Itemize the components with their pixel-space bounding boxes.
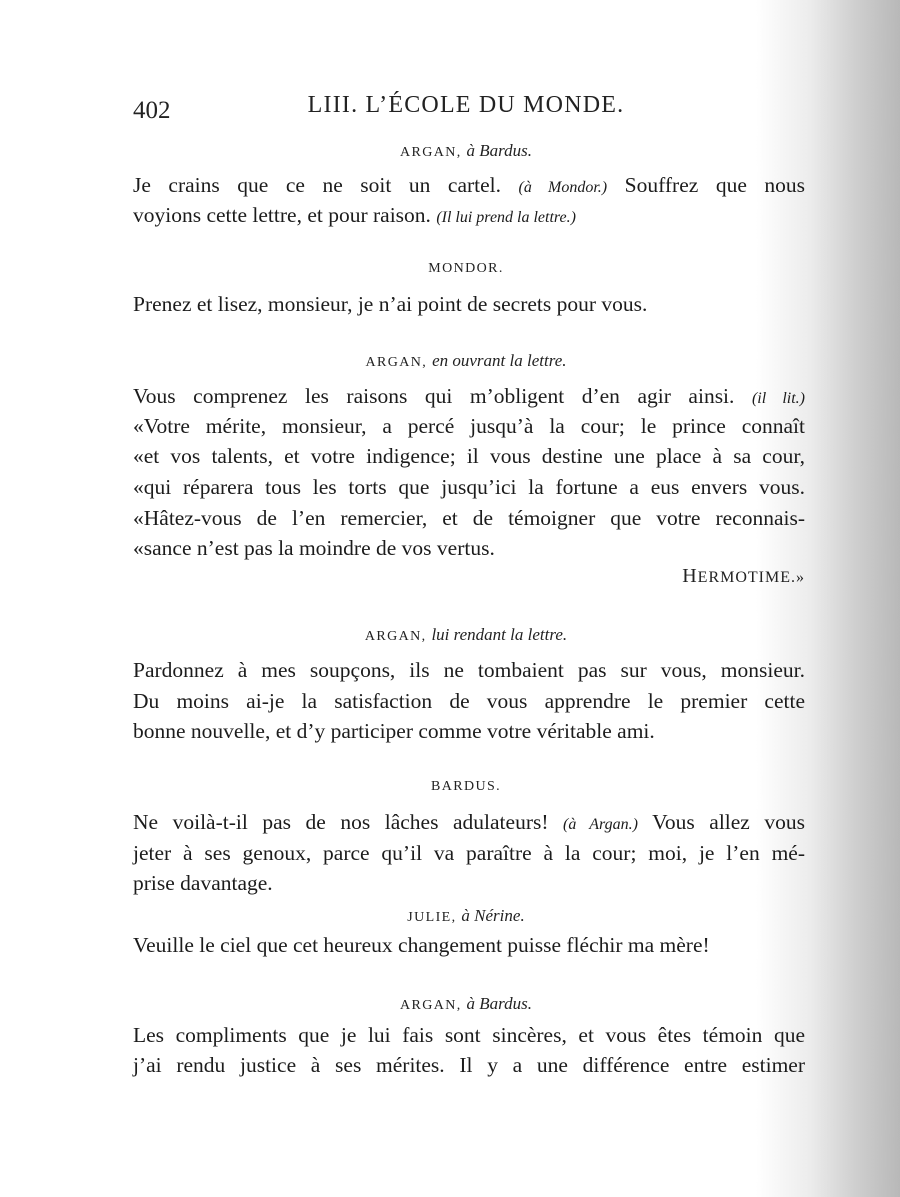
text-line: Prenez et lisez, monsieur, je n’ai point de secrets pour vous. xyxy=(133,292,648,316)
speaker-heading: ARGAN, à Bardus. xyxy=(399,141,533,160)
stage-direction: à Bardus. xyxy=(466,141,533,160)
speaker-name: JULIE xyxy=(407,910,452,925)
speaker-heading xyxy=(0,779,900,795)
text-line: Veuille le ciel que cet heureux changement puisse fléchir ma mère! xyxy=(133,933,710,957)
text-line: Je crains que ce ne soit un cartel. (à Mondor.) Souffrez que nous xyxy=(133,173,806,197)
stage-direction: à Bardus. xyxy=(466,994,533,1013)
text-line: bonne nouvelle, et d’y participer comme votre véritable ami. xyxy=(133,719,655,743)
text-line: voyions cette lettre, et pour raison. (Il lui prend la lettre.) xyxy=(133,203,576,227)
running-title: LIII. L’ÉCOLE DU MONDE. xyxy=(307,92,625,118)
inline-direction: (à Argan.) xyxy=(563,816,638,833)
text-line: Les compliments que je lui fais sont sincères, et vous êtes témoin que xyxy=(133,1023,805,1047)
speaker-name: ARGAN xyxy=(399,145,457,160)
inline-direction: (Il lui prend la lettre.) xyxy=(436,209,576,226)
speaker-name: BARDUS. xyxy=(430,779,502,794)
page-number: 402 xyxy=(133,97,171,124)
speaker-heading: ARGAN, en ouvrant la lettre. xyxy=(365,351,567,370)
speaker-heading: ARGAN, à Bardus. xyxy=(399,994,533,1013)
speaker-heading: ARGAN, lui rendant la lettre. xyxy=(364,625,568,644)
text-line: «sance n’est pas la moindre de vos vertus. xyxy=(133,536,495,560)
text-line: «et vos talents, et votre indigence; il vous destine une place à sa cour, xyxy=(133,444,805,468)
text-line: jeter à ses genoux, parce qu’il va paraître à la cour; moi, je l’en mé- xyxy=(133,841,805,865)
letter-signature: HERMOTIME.» xyxy=(682,565,805,587)
text-line: «Votre mérite, monsieur, a percé jusqu’à la cour; le prince connaît xyxy=(133,414,805,438)
text-line: «Hâtez-vous de l’en remercier, et de témoigner que votre reconnais- xyxy=(133,506,805,530)
speaker-name: ARGAN xyxy=(399,998,457,1013)
inline-direction: (il lit.) xyxy=(751,390,805,407)
text-line: prise davantage. xyxy=(133,871,273,895)
speaker-heading: JULIE, à Nérine. xyxy=(407,906,525,925)
text-line: j’ai rendu justice à ses mérites. Il y a une différence entre estimer xyxy=(133,1053,805,1077)
speaker-heading xyxy=(0,261,900,277)
text-line: Ne voilà-t-il pas de nos lâches adulateurs! (à Argan.) Vous allez vous xyxy=(133,810,805,834)
text-line: Du moins ai-je la satisfaction de vous apprendre le premier cette xyxy=(133,689,805,713)
text-line: Vous comprenez les raisons qui m’obligent d’en agir ainsi. (il lit.) xyxy=(133,384,805,408)
text-line: «qui réparera tous les torts que jusqu’ici la fortune a eus envers vous. xyxy=(133,475,805,499)
speaker-name: MONDOR. xyxy=(428,261,504,276)
stage-direction: en ouvrant la lettre. xyxy=(432,351,567,370)
stage-direction: à Nérine. xyxy=(461,906,525,925)
speaker-name: ARGAN xyxy=(365,355,423,370)
stage-direction: lui rendant la lettre. xyxy=(431,625,568,644)
inline-direction: (à Mondor.) xyxy=(518,179,608,196)
text-line: Pardonnez à mes soupçons, ils ne tombaient pas sur vous, monsieur. xyxy=(133,658,805,682)
speaker-name: ARGAN xyxy=(364,629,422,644)
